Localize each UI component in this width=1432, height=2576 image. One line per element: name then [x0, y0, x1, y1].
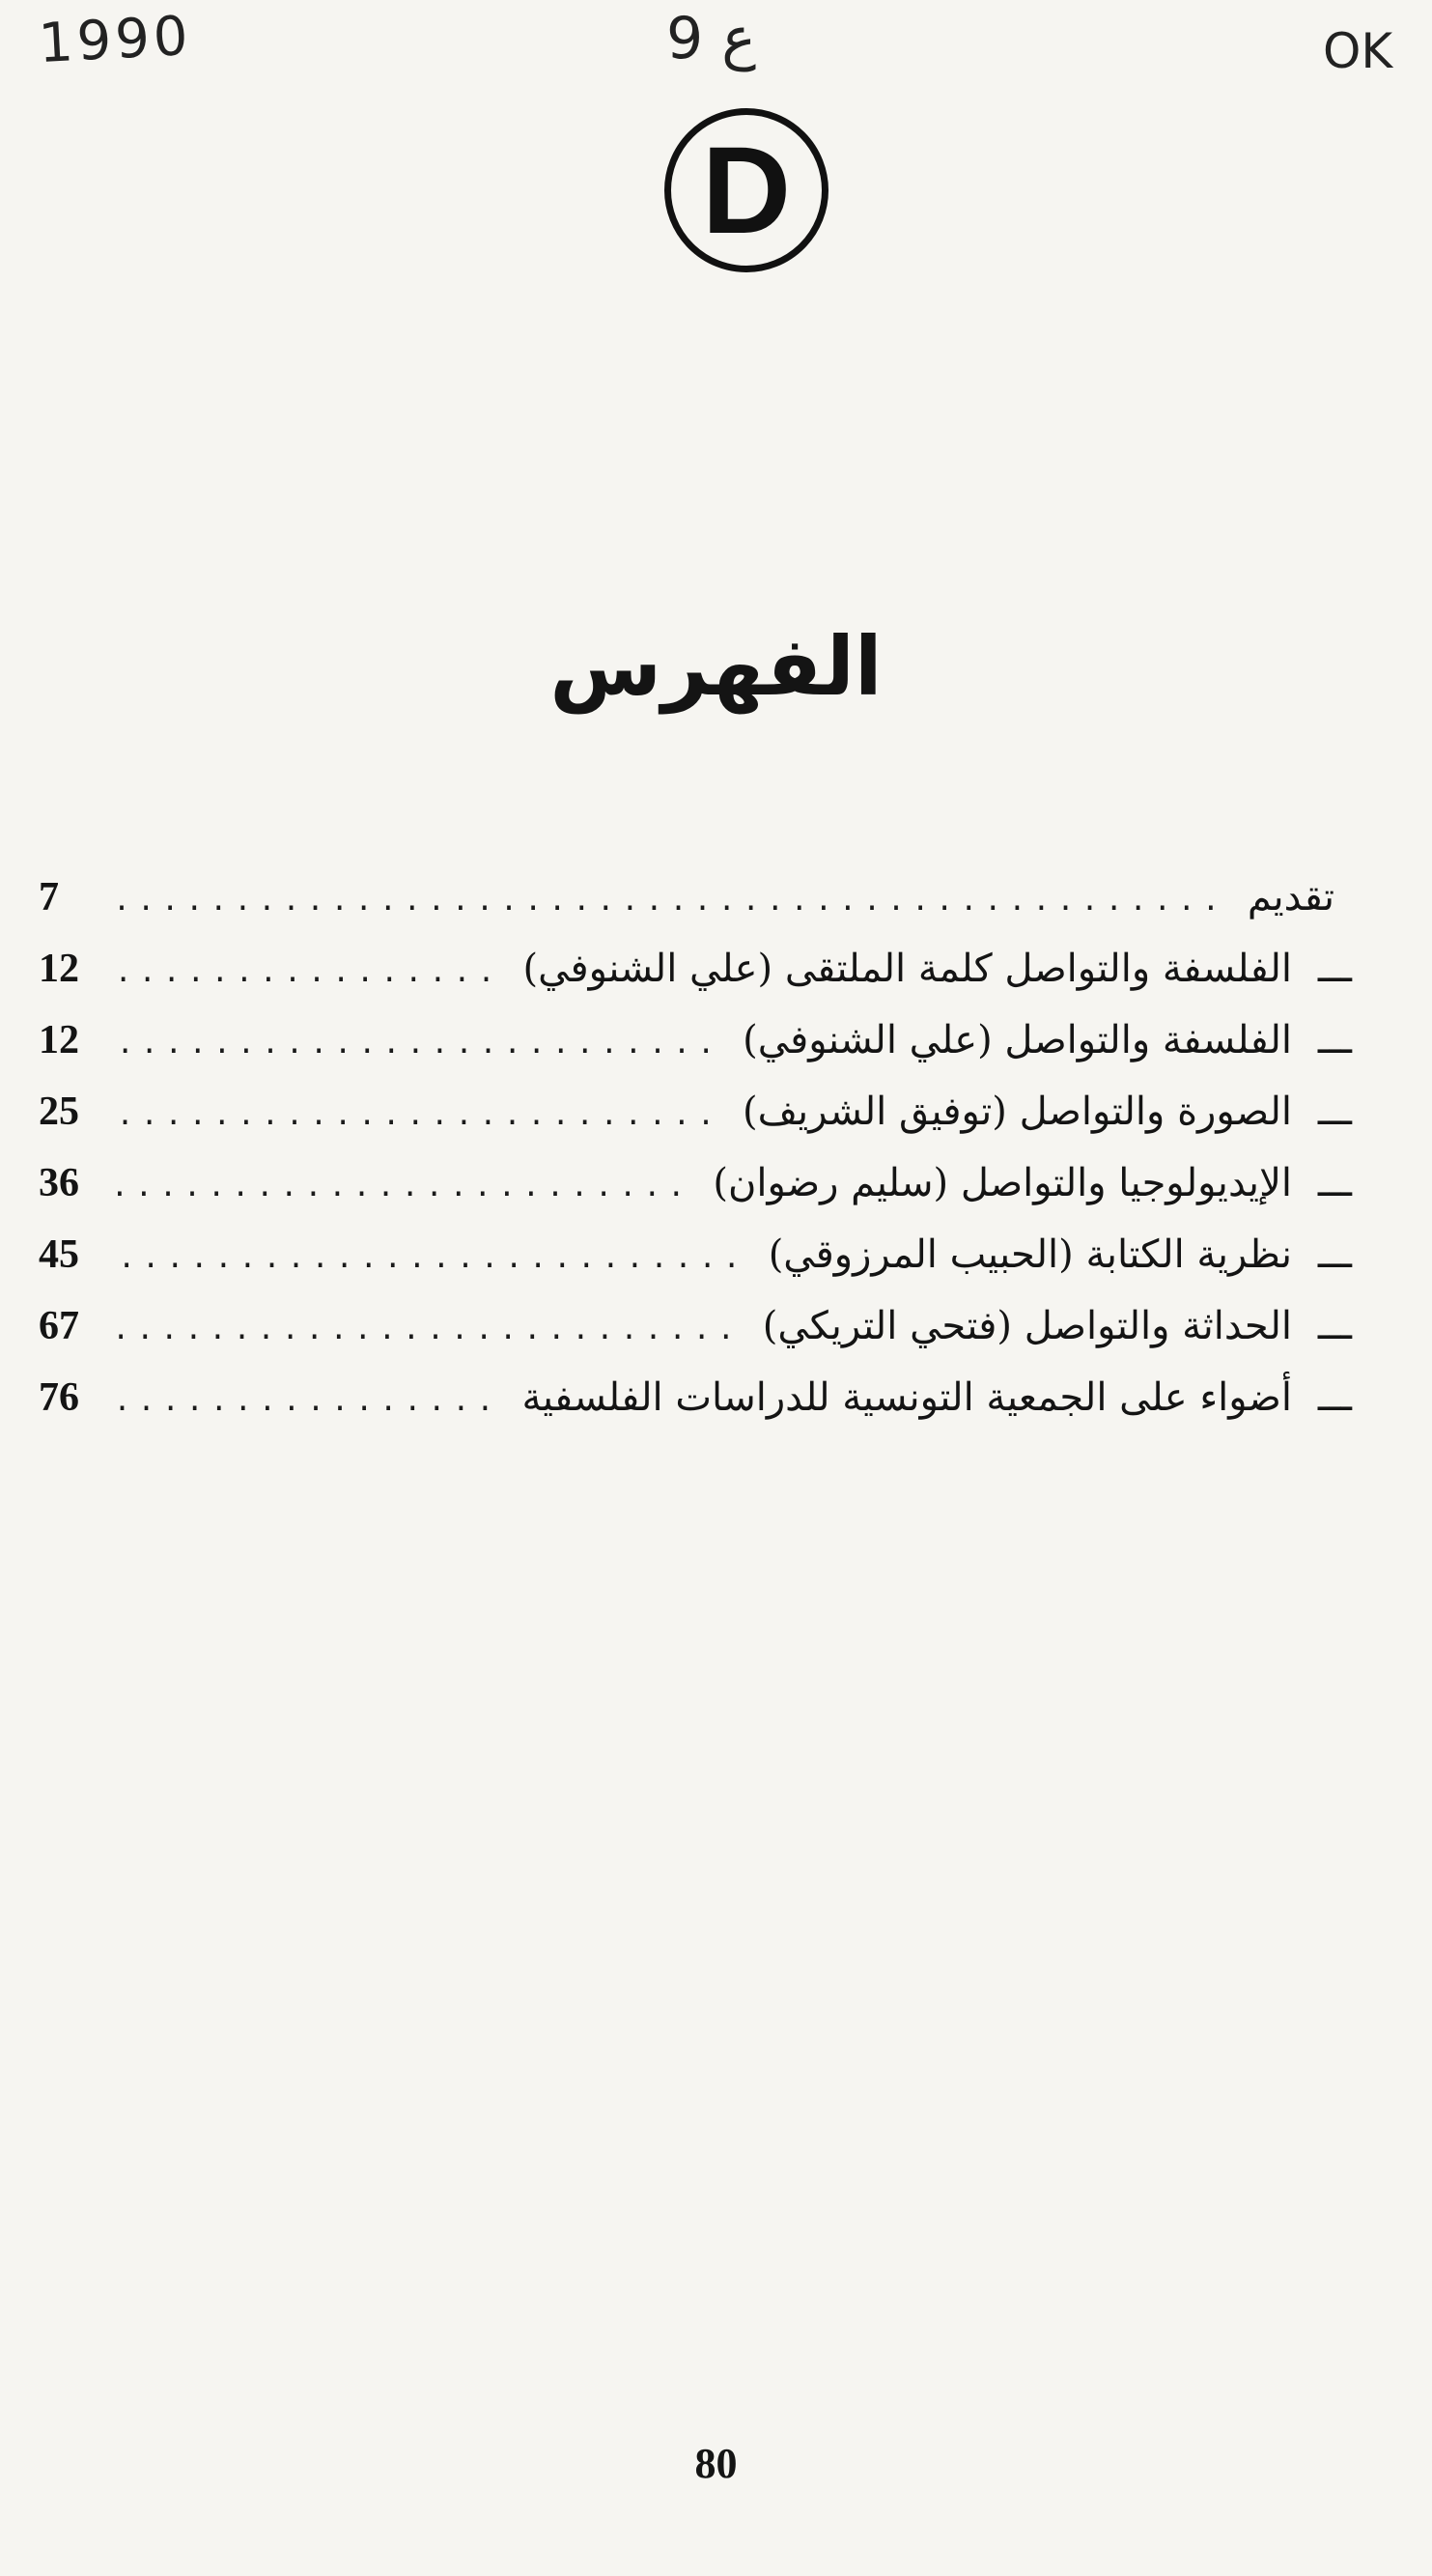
toc-page-number: 76: [39, 1375, 79, 1420]
toc-page-number: 45: [39, 1232, 79, 1277]
toc-entry: [39, 1089, 1352, 1160]
toc-leader-dots: [118, 1313, 742, 1346]
toc-entry: [39, 1231, 1352, 1303]
page-title: الفهرس: [549, 619, 883, 714]
toc-label: أضواء على الجمعية التونسية للدراسات الفلسفية: [521, 1375, 1292, 1420]
toc-page-number: 12: [39, 947, 79, 991]
toc-leader-dots: [118, 1170, 691, 1203]
toc-page-number: 7: [39, 875, 59, 920]
toc-leader-dots: [118, 955, 502, 989]
toc-entry: [39, 874, 1352, 946]
toc-leader-dots: [118, 1384, 500, 1418]
toc-page-number: 36: [39, 1161, 79, 1205]
toc-label: تقديم: [1247, 875, 1334, 920]
toc-leader-dots: [118, 1098, 721, 1132]
toc-dash: ـــ: [1317, 1018, 1352, 1062]
toc-label: الإيديولوجيا والتواصل (سليم رضوان): [713, 1161, 1292, 1205]
handwritten-check: OK: [1323, 23, 1393, 79]
toc-leader-dots: [118, 1027, 721, 1061]
table-of-contents: [39, 874, 1352, 1446]
toc-dash: ـــ: [1317, 1161, 1352, 1205]
toc-label: الفلسفة والتواصل كلمة الملتقى (علي الشنوفي): [522, 947, 1292, 991]
circled-letter-stamp: [664, 108, 828, 272]
toc-leader-dots: [118, 884, 1226, 918]
toc-label: نظرية الكتابة (الحبيب المرزوقي): [768, 1232, 1292, 1277]
stamp-letter: D: [701, 121, 792, 260]
toc-leader-dots: [118, 1241, 747, 1275]
toc-label: الفلسفة والتواصل (علي الشنوفي): [743, 1018, 1292, 1062]
toc-label: الحداثة والتواصل (فتحي التريكي): [762, 1304, 1292, 1348]
toc-dash: ـــ: [1317, 1375, 1352, 1420]
toc-label: الصورة والتواصل (توفيق الشريف): [743, 1090, 1292, 1134]
toc-entry: [39, 1017, 1352, 1089]
toc-dash: ـــ: [1317, 1304, 1352, 1348]
toc-entry: [39, 1374, 1352, 1446]
handwritten-year: 1990: [37, 4, 194, 76]
toc-entry: [39, 1160, 1352, 1231]
page-number: 80: [694, 2440, 738, 2487]
toc-dash: ـــ: [1317, 1232, 1352, 1277]
toc-dash: ـــ: [1317, 947, 1352, 991]
toc-page-number: 25: [39, 1090, 79, 1134]
toc-entry: [39, 1303, 1352, 1374]
handwritten-code: ع 9: [666, 5, 757, 72]
toc-page-number: 67: [39, 1304, 79, 1348]
toc-page-number: 12: [39, 1018, 79, 1062]
toc-dash: ـــ: [1317, 1090, 1352, 1134]
toc-entry: [39, 946, 1352, 1017]
